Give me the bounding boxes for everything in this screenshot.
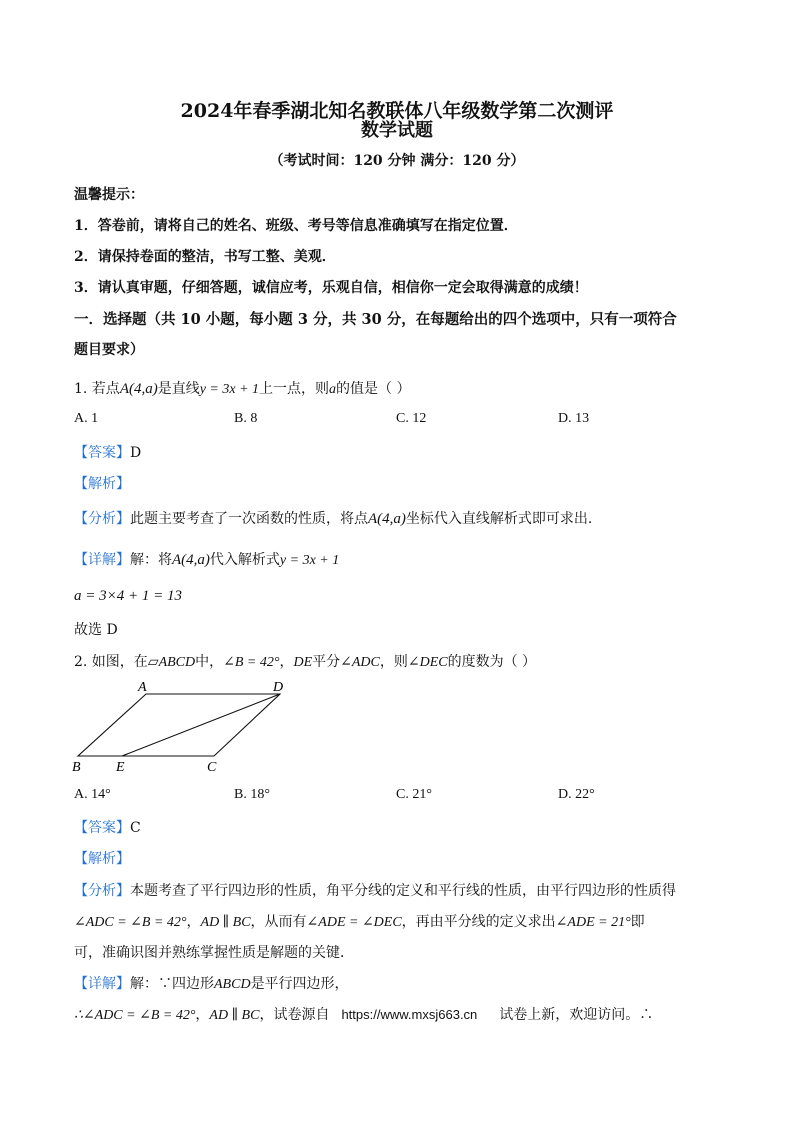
q1-answer [74,442,141,462]
q2-detail-line2 [74,1004,653,1024]
q2-fenxi-text4: 即 [630,914,645,930]
q1-option-c: C. 12 [396,411,427,426]
q1-stem-prefix: 1. 若点 [74,381,120,397]
q2-detail-text-a: 解：∵四边形 [130,976,214,992]
q2-fenxi-line1 [74,880,676,900]
q1-stem-mid: 是直线 [157,381,200,397]
q1-var: a [329,382,337,397]
q1-option-b: B. 8 [234,411,258,426]
q2-fenxi-line3: 可，准确识图并熟练掌握性质是解题的关键． [74,945,354,961]
q1-detail-label: 【详解】 [74,552,130,568]
q1-fenxi-text-a: 此题主要考查了一次函数的性质，将点 [130,511,368,527]
exam-info: （考试时间：120 分钟 满分：120 分） [269,153,525,169]
segment-de [122,694,280,756]
q2-fenxi-text3: ，再由平分线的定义求出 [401,914,556,930]
q2-option-c: C. 21° [396,787,432,802]
tip-item-1: 1．答卷前，请将自己的姓名、班级、考号等信息准确填写在指定位置． [74,218,518,234]
q2-fenxi-label: 【分析】 [74,883,130,899]
parallelogram-abcd [78,694,280,756]
q1-option-d: D. 13 [558,411,590,426]
parallelogram-figure [66,676,326,786]
q2-stem-b: 中， [195,654,224,670]
question-2-stem [74,651,536,671]
q2-option-d: D. 22° [558,787,595,802]
q1-fenxi [74,508,592,528]
q2-detail-shape: ABCD [214,977,251,992]
q2-de: DE [293,655,313,670]
q2-fenxi-text2: ，从而有 [250,914,307,930]
q2-answer [74,817,141,837]
q2-fenxi-line2 [74,911,645,931]
q1-line-equation: y = 3x + 1 [199,382,260,397]
q2-option-b: B. 18° [234,787,270,802]
q2-stem-a: 2. 如图，在 [74,654,148,670]
q1-calculation: a = 3×4 + 1 = 13 [74,588,182,604]
q2-detail-sep: ， [195,1007,210,1023]
tip-item-2: 2．请保持卷面的整洁，书写工整、美观． [74,249,336,265]
q2-answer-value: C [130,820,141,836]
q2-fenxi-text1: 本题考查了平行四边形的性质，角平分线的定义和平行线的性质，由平行四边形的性质得 [130,883,676,899]
q1-conclusion: 故选 D [74,622,118,638]
q1-detail-text-a: 解：将 [130,552,172,568]
q2-fenxi-sep: ， [186,914,201,930]
q2-fenxi-math1: ∠ADC = ∠B = 42° [74,915,187,930]
q1-detail-equation: y = 3x + 1 [279,553,340,568]
q2-stem-e: ，则 [379,654,408,670]
tips-heading: 温馨提示： [74,187,144,203]
q2-detail-text: ，试卷源自 [259,1007,330,1023]
q1-option-a: A. 1 [74,411,99,426]
label-d: D [273,680,284,695]
q2-fenxi-math3: ∠ADE = ∠DEC [306,915,402,930]
q2-stem-f: 的度数为（ ） [447,654,537,670]
q2-stem-c: ， [279,654,294,670]
page-title: 2024年春季湖北知名教联体八年级数学第二次测评 [180,100,614,122]
label-b: B [72,760,81,775]
q2-shape: ▱ABCD [147,655,196,670]
q2-option-a: A. 14° [74,787,111,802]
q2-detail-line1 [74,973,349,993]
label-e: E [116,760,125,775]
q1-detail-text-b: 代入解析式 [209,552,280,568]
q1-stem-mid2: 上一点，则 [259,381,330,397]
q2-stem-d: 平分 [312,654,341,670]
q2-fenxi-math2: AD ∥ BC [200,915,251,930]
section1-heading-line2: 题目要求） [74,342,144,358]
q2-detail-text-b: 是平行四边形， [250,976,349,992]
q1-fenxi-point: A(4,a) [368,511,406,527]
page-subtitle: 数学试题 [361,120,433,141]
q2-angle-b: ∠B = 42° [223,655,280,670]
label-c: C [207,760,217,775]
q1-detail [74,549,339,569]
section1-heading-line1: 一．选择题（共 10 小题，每小题 3 分，共 30 分，在每题给出的四个选项中，只有一项符合 [74,311,677,328]
q2-detail-label: 【详解】 [74,976,130,992]
q1-detail-point: A(4,a) [172,552,210,568]
q2-detail-math1: ∴∠ADC = ∠B = 42° [74,1008,196,1023]
q1-answer-value: D [130,445,142,461]
q1-stem-suffix: 的值是（ ） [336,381,411,397]
q1-point: A(4,a) [119,381,158,397]
q2-adc: ∠ADC [340,655,380,670]
label-a: A [138,680,147,695]
tip-item-3: 3．请认真审题，仔细答题，诚信应考，乐观自信，相信你一定会取得满意的成绩！ [74,280,588,296]
q1-analysis-label: 【解析】 [74,476,130,492]
q2-detail-text2: 试卷上新，欢迎访问。∴ [499,1007,654,1023]
question-1-stem [74,378,411,398]
q1-fenxi-label: 【分析】 [74,511,130,527]
q2-answer-label: 【答案】 [74,820,130,836]
q2-detail-math2: AD ∥ BC [209,1008,260,1023]
q1-fenxi-text-b: 坐标代入直线解析式即可求出. [405,511,593,527]
source-link[interactable]: https://www.mxsj663.cn [341,1007,478,1022]
q2-fenxi-math4: ∠ADE = 21° [555,915,631,930]
q2-dec: ∠DEC [407,655,448,670]
q2-analysis-label: 【解析】 [74,851,130,867]
q1-answer-label: 【答案】 [74,445,130,461]
